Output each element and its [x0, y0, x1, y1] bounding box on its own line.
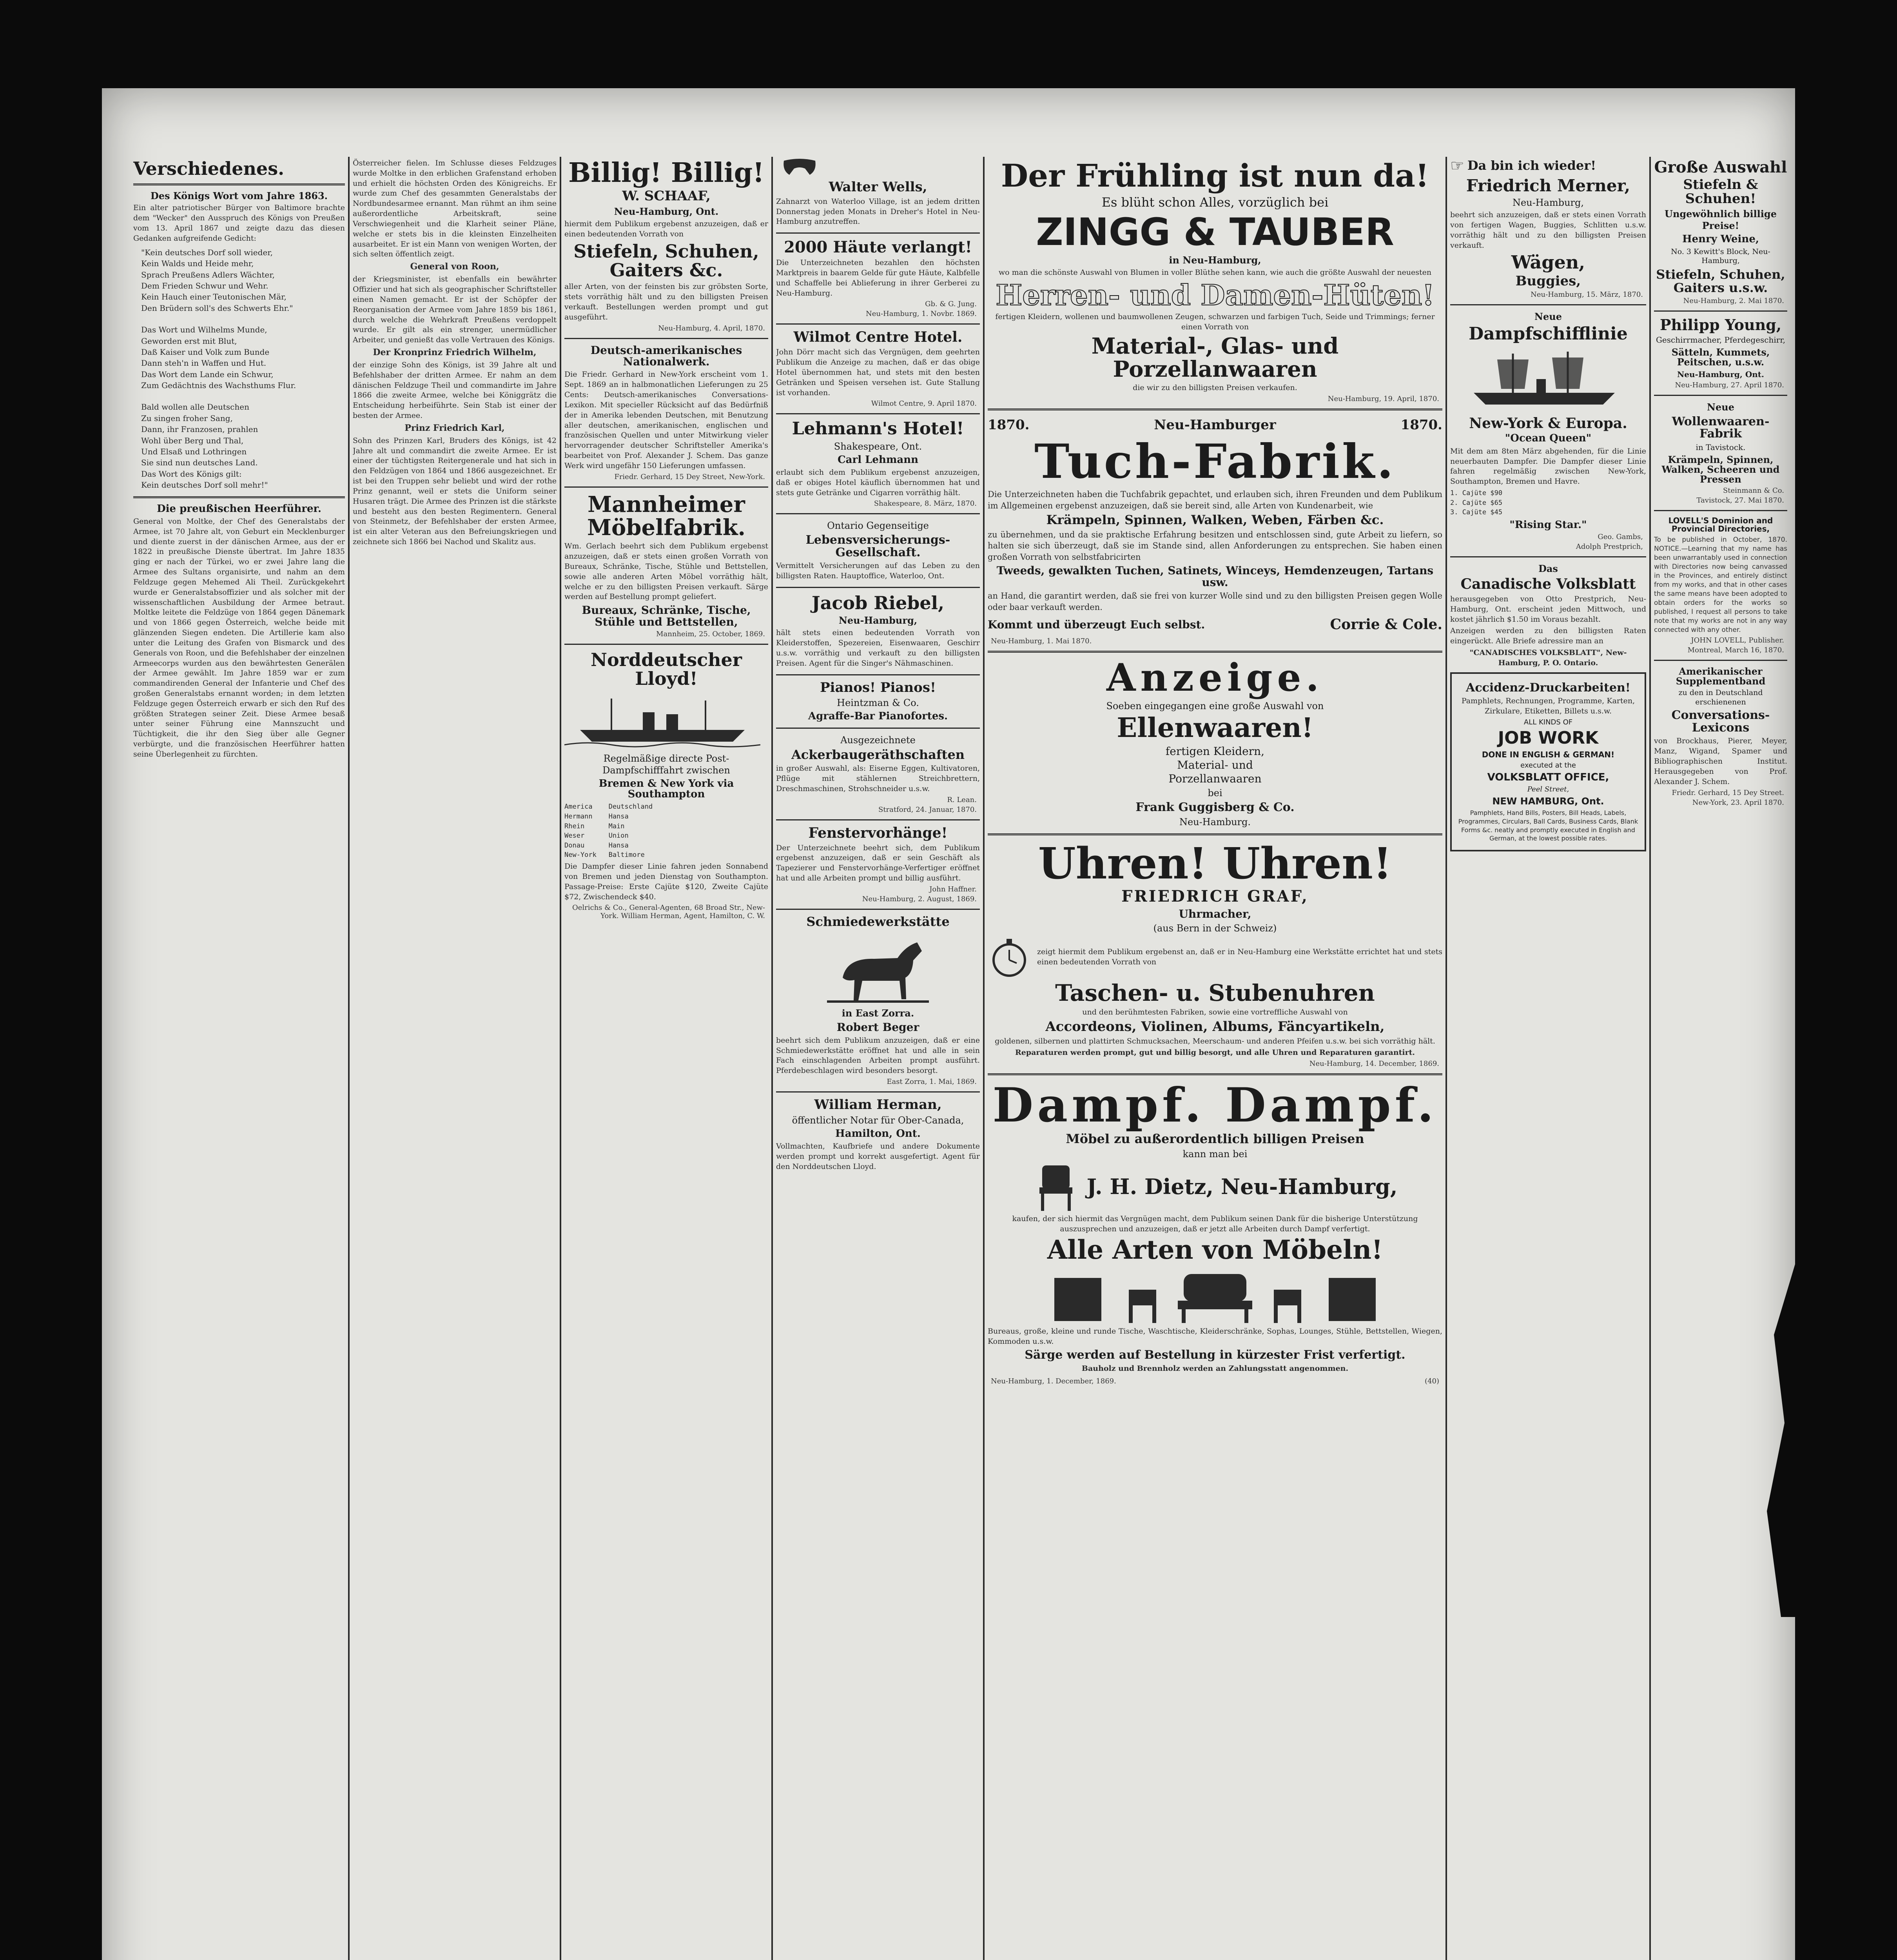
divider — [776, 413, 980, 414]
ad-date: Neu-Hamburg, 1. Novbr. 1869. — [865, 310, 977, 318]
divider — [776, 513, 980, 514]
poem-line: Das Wort dem Lande ein Schwur, — [141, 369, 274, 379]
ad-signature: John Haffner. — [929, 885, 977, 893]
ad-pretitle: Neue — [1707, 401, 1734, 413]
article-body: der Kriegsminister, ist ebenfalls ein bewährter Offizier und hat sich als geographischer Schriftsteller einen Namen gemacht. Er ist der Schöpfer der Reorganisation der Armee vom Jahre 1859 bis 1861, durch welche die Wehrkraft Preußens verdoppelt wurde. Er gilt als ein strenger, unermüdlicher Arbeiter, und genießt das volle Vertrauen des Königs. — [353, 275, 557, 345]
article-subhead: Prinz Friedrich Karl, — [404, 423, 505, 433]
ad-watch-row — [988, 936, 1442, 979]
poem-line — [141, 391, 337, 401]
ad-goods: Accordeons, Violinen, Albums, Fäncyartikeln, — [1045, 1018, 1385, 1034]
ad-note: Särge werden auf Bestellung in kürzester Frist verfertigt. — [1025, 1348, 1406, 1362]
ad-goods: Stiefeln, Schuhen, Gaiters u.s.w. — [1656, 267, 1785, 295]
divider — [564, 338, 768, 339]
newspaper-page — [102, 88, 1795, 1960]
ad-body: von Brockhaus, Pierer, Meyer, Manz, Wigand, Spamer und Bibliographischen Institut. Herausgegeben von Prof. Alexander J. Schem. — [1654, 737, 1787, 786]
poem-line: Und Elsaß und Lothringen — [141, 447, 247, 457]
ad-body: wo man die schönste Auswahl von Blumen in voller Blüthe sehen kann, wie auch die größte Auswahl der neuesten — [998, 268, 1432, 277]
column-article-continued — [353, 157, 557, 1960]
divider — [776, 674, 980, 675]
ad-address: "CANADISCHES VOLKSBLATT", New-Hamburg, P. O. Ontario. — [1469, 648, 1627, 667]
ad-title: Wollenwaaren-Fabrik — [1672, 414, 1770, 441]
article-title: Die preußischen Heerführer. — [157, 503, 321, 515]
divider — [776, 232, 980, 234]
poem-line: Daß Kaiser und Volk zum Bunde — [141, 347, 270, 357]
poem-line — [141, 314, 337, 324]
divider — [1654, 510, 1787, 511]
ad-place: Neu-Hamburger — [1154, 417, 1276, 433]
ad-route: Bremen & New York via Southampton — [598, 777, 734, 800]
ad-body: Bureaus, große, kleine und runde Tische, Waschtische, Kleiderschränke, Sophas, Lounges, Stühle, Bettstellen, Wiegen, Kommoden u.s.w. — [988, 1327, 1442, 1346]
ad-subtitle: öffentlicher Notar für Ober-Canada, — [792, 1114, 964, 1126]
ad-pretitle: Ontario Gegenseitige — [827, 520, 929, 532]
column-ads-wide — [988, 157, 1442, 1960]
article-body: Sohn des Prinzen Karl, Bruders des Königs, ist 42 Jahre alt und commandirt die zweite Armee. Er ist einer der tüchtigsten Reitergenerale und hat sich in den Feldzügen von 1864 und 1866 ausgezeichnet. Er ist bei den Truppen sehr beliebt und wird der rothe Prinz genannt, weil er stets die Uniform seiner Husaren trägt. Die Armee des Prinzen ist die stärkste und besteht aus den besten Regimentern. General von Steinmetz, der Befehlshaber der ersten Armee, ist ein alter Veteran aus den Befreiungskriegen und zeichnete sich 1866 bei Nachod und Skalitz aus. — [353, 436, 557, 546]
ad-place: Neu-Hamburg, — [838, 615, 918, 626]
ad-goods: Stiefeln & Schuhen! — [1683, 177, 1758, 207]
pocket-watch-icon — [988, 936, 1031, 979]
ad-signature: JOHN LOVELL, Publisher. — [1691, 636, 1784, 644]
ad-title: Norddeutscher Lloyd! — [590, 649, 742, 690]
ad-body: goldenen, silbernen und plattirten Schmucksachen, Meerschaum- und anderen Pfeifen u.s.w. bei sich vorräthig hält. — [995, 1036, 1435, 1045]
poem-line: Zu singen froher Sang, — [141, 413, 233, 423]
ad-date: Wilmot Centre, 9. April 1870. — [871, 399, 977, 408]
ad-signature: Friedr. Gerhard, 15 Dey Street. — [1672, 788, 1784, 797]
ad-title: Der Frühling ist nun da! — [1001, 157, 1429, 194]
ad-title: Uhren! Uhren! — [1038, 838, 1392, 889]
ship-list: America Deutschland Hermann Hansa Rhein Main Weser Union Donau Hansa New-York Baltimore — [564, 803, 653, 859]
column-ads-4 — [776, 157, 980, 1960]
ad-place: Neu-Hamburg, Ont. — [1677, 369, 1764, 379]
ad-name: Henry Weine, — [1682, 233, 1759, 245]
ad-body: in großer Auswahl, als: Eiserne Eggen, Kultivatoren, Pflüge mit stählernen Streichbrettern, Dreschmaschinen, Strohschneider u.s.w. — [776, 764, 980, 793]
job-work-office: VOLKSBLATT OFFICE, — [1487, 771, 1609, 784]
column-rule — [771, 157, 773, 1960]
divider — [776, 587, 980, 588]
divider — [776, 323, 980, 325]
divider — [988, 651, 1442, 653]
ad-title: 2000 Häute verlangt! — [784, 238, 972, 257]
ad-subtitle: Möbel zu außerordentlich billigen Preisen — [1066, 1131, 1364, 1147]
ad-title: Schmiedewerkstätte — [806, 914, 950, 929]
divider — [776, 728, 980, 729]
ad-title: Deutsch-amerikanisches Nationalwerk. — [590, 343, 742, 368]
ad-signature: Friedr. Gerhard, 15 Dey Street, New-York. — [614, 472, 765, 481]
ad-date: Stratford, 24. Januar, 1870. — [878, 805, 977, 814]
ad-title: Jacob Riebel, — [811, 592, 945, 614]
poem-line: Den Brüdern soll's des Schwerts Ehr." — [141, 303, 293, 313]
ad-signature: Oelrichs & Co., General-Agenten, 68 Broad Str., New-York. William Herman, Agent, Hamilton, C. W. — [572, 904, 765, 920]
ad-body: Wm. Gerlach beehrt sich dem Publikum ergebenst anzuzeigen, daß er stets einen großen Vorrath von Bureaux, Schränke, Tische, Stühle und Bettstellen, sowie alle anderen Arten Möbel vorräthig hält, welche er zu den billigsten Preisen verkauft. Särge werden auf Bestellung prompt geliefert. — [564, 542, 768, 601]
article-body: Österreicher fielen. Im Schlusse dieses Feldzuges wurde Moltke in den erblichen Grafenstand erhoben und erhielt die höchsten Orden des Königreichs. Er wurde zum Chef des gesammten Generalstabs der Nordbundesarmee ernannt. Man rühmt an ihm seine außerordentliche Arbeitskraft, seine Verschwiegenheit und die Klarheit seiner Pläne, welche er stets bis in die kleinsten Einzelheiten ausarbeitet. Er ist ein Mann von wenigen Worten, der sich selten öffentlich zeigt. — [353, 159, 557, 259]
article-body: General von Moltke, der Chef des Generalstabs der Armee, ist 70 Jahre alt, von Geburt ein Mecklenburger und diente zuerst in der dänischen Armee, aus der er 1822 in preußische Dienste übertrat. Im Jahre 1835 ging er nach der Türkei, wo er zwei Jahre lang die Armee des Sultans organisirte, und nahm an dem Feldzuge gegen Mehemed Ali Theil. Zurückgekehrt wurde er Generalstabsoffizier und als solcher mit der wissenschaftlichen Ausbildung der Armee betraut. Moltke leitete die Feldzüge von 1864 gegen Dänemark und von 1866 gegen Österreich, welche beide mit glänzenden Siegen endeten. Die Artillerie kam also unter die Leitung des Grafen von Bismarck und des Generals von Roon, und die Befehlshaber der einzelnen Armeecorps wurden aus den bewährtesten Generälen der Armee gewählt. Im Jahre 1859 war er zum commandirenden General der Infanterie und Chef des großen Generalstabs ernannt worden; in dem letzten Feldzuge gegen Österreich erwarb er sich den Ruf des größten Strategen seiner Zeit. Diese Armee besaß unter seiner Führung eine Mannszucht und Tüchtigkeit, die ihr den Sieg über alle Gegner verbürgte, und die französischen Heerführer hatten seine Überlegenheit zu fürchten. — [133, 517, 345, 759]
ad-text: hiermit dem Publikum ergebenst anzuzeigen, daß er einen bedeutenden Vorrath von — [564, 220, 768, 238]
ad-goods: Ellenwaaren! — [1117, 712, 1313, 744]
ad-body: John Dörr macht sich das Vergnügen, dem geehrten Publikum die Anzeige zu machen, daß er das obige Hotel übernommen hat, und stets mit den besten Getränken und Speisen versehen ist. Gute Stallung ist vorhanden. — [776, 348, 980, 397]
price-list: 1. Cajüte $90 2. Cajüte $65 3. Cajüte $45 — [1450, 489, 1503, 517]
column-verschiedenes — [133, 157, 345, 1960]
divider — [1654, 395, 1787, 396]
column-rule — [1649, 157, 1651, 1960]
ad-title: Tuch-Fabrik. — [1034, 434, 1396, 489]
divider — [988, 1073, 1442, 1075]
ad-date: Neu-Hamburg, 1. Mai 1870. — [991, 637, 1092, 645]
column-rule — [983, 157, 985, 1960]
ad-list: Pamphlets, Rechnungen, Programme, Karten, Zirkulare, Etiketten, Billets u.s.w. — [1461, 697, 1635, 716]
ad-title: Ackerbaugeräthschaften — [791, 747, 965, 762]
job-work-line: Peel Street, — [1527, 785, 1569, 794]
divider — [776, 1091, 980, 1093]
ad-signature: Adolph Prestprich, — [1576, 543, 1643, 551]
ad-date: Shakespeare, 8. März, 1870. — [874, 499, 977, 508]
horse-icon — [819, 931, 937, 1005]
article-body: der einzige Sohn des Königs, ist 39 Jahre alt und Befehlshaber der dritten Armee. Er nahm an dem dänischen Feldzuge Theil und commandirte im Jahre 1866 die zweite Armee, welche bei Königgrätz die Entscheidung herbeiführte. Sein Stab ist einer der besten der Armee. — [353, 360, 557, 420]
ad-ship: "Rising Star." — [1509, 519, 1587, 531]
ad-pretitle: Ausgezeichnete — [840, 734, 916, 746]
ad-date: Neu-Hamburg, 2. Mai 1870. — [1683, 297, 1784, 305]
ad-title: Pianos! Pianos! — [820, 679, 936, 695]
ad-note: Reparaturen werden prompt, gut und billig besorgt, und alle Uhren und Reparaturen garantirt. — [1015, 1048, 1415, 1057]
ad-body: Zahnarzt von Waterloo Village, ist an jedem dritten Donnerstag jeden Monats in Dreher's Hotel in Neu-Hamburg anzutreffen. — [776, 197, 980, 226]
ad-subtitle: Ungewöhnlich billige Preise! — [1665, 208, 1777, 232]
steamship-icon — [564, 691, 760, 750]
ad-place: No. 3 Kewitt's Block, Neu-Hamburg, — [1671, 247, 1770, 265]
sailing-ship-icon — [1450, 346, 1638, 412]
job-work-place: NEW HAMBURG, Ont. — [1492, 795, 1604, 807]
ad-title: Accidenz-Druckarbeiten! — [1466, 681, 1630, 695]
divider — [776, 909, 980, 910]
ad-place: Neu-Hamburg, Ont. — [614, 206, 719, 218]
pointing-hand-icon: ☞ — [1450, 157, 1464, 175]
ad-title: Lehmann's Hotel! — [792, 419, 964, 439]
divider — [1450, 556, 1646, 557]
ad-title-row — [1450, 157, 1646, 175]
ad-body: Die Dampfer dieser Linie fahren jeden Sonnabend von Bremen und jeden Dienstag von Southampton. Passage-Preise: Erste Cajüte $120, Zweite Cajüte $72, Zwischendeck $40. — [564, 862, 768, 901]
ad-date: Mannheim, 25. October, 1869. — [656, 630, 765, 639]
ad-body: beehrt sich anzuzeigen, daß er stets einen Vorrath von fertigen Wagen, Buggies, Schlitten u.s.w. vorräthig hält und zu den billigsten Preisen verkauft. — [1450, 211, 1646, 250]
poem-line: Dann steh'n in Waffen und Hut. — [141, 358, 267, 368]
ad-goods: Sätteln, Kummets, Peitschen, u.s.w. — [1671, 347, 1770, 368]
section-title: Verschiedenes. — [133, 158, 285, 179]
ad-title: Anzeige. — [1106, 655, 1324, 700]
ad-date: Neu-Hamburg, 4. April, 1870. — [658, 324, 765, 332]
ad-goods: Agraffe-Bar Pianofortes. — [808, 710, 948, 722]
divider — [1450, 304, 1646, 305]
ad-place: Neu-Hamburg. — [1179, 816, 1251, 828]
ad-trade: Uhrmacher, — [1179, 907, 1251, 921]
ad-date: Tavistock, 27. Mai 1870. — [1696, 496, 1784, 505]
ad-ship: "Ocean Queen" — [1505, 432, 1592, 445]
ad-title: Mannheimer Möbelfabrik. — [587, 491, 745, 541]
divider — [776, 819, 980, 820]
divider — [133, 496, 345, 498]
poem-line: Wohl über Berg und Thal, — [141, 436, 244, 445]
ad-signature: R. Lean. — [947, 795, 977, 804]
ad-signature: Steinmann & Co. — [1723, 486, 1784, 495]
ad-date: Neu-Hamburg, 14. December, 1869. — [1309, 1060, 1439, 1068]
poem-line: Kein deutsches Dorf soll mehr!" — [141, 480, 268, 490]
ad-body: Der Unterzeichnete beehrt sich, dem Publikum ergebenst anzuzeigen, daß er sein Geschäft als Tapezierer und Fenstervorhänge-Verfertiger eröffnet hat und alle Arbeiten prompt und billig ausführt. — [776, 843, 980, 882]
divider — [564, 486, 768, 488]
poem-line: Das Wort und Wilhelms Munde, — [141, 325, 267, 335]
ad-owner: Carl Lehmann — [837, 454, 919, 466]
ad-body: die wir zu den billigsten Preisen verkaufen. — [1133, 383, 1297, 392]
ad-subtitle: Soeben eingegangen eine große Auswahl von — [1106, 700, 1324, 711]
ad-title: Amerikanischer Supplementband — [1676, 665, 1766, 687]
ad-title: LOVELL'S Dominion and Provincial Directories, — [1668, 516, 1773, 534]
ad-body: fertigen Kleidern, wollenen und baumwollenen Zeugen, schwarzen und farbigen Tuch, Seide und Trimmings; ferner einen Vorrath von — [995, 312, 1435, 332]
ad-title: Billig! Billig! — [568, 157, 765, 189]
job-work-body: Pamphlets, Hand Bills, Posters, Bill Heads, Labels, Programmes, Circulars, Ball Cards, Business Cards, Blank Forms &c. neatly and promptly executed in English and German, at the lowest possible rates. — [1458, 809, 1638, 842]
ad-goods: Conversations-Lexicons — [1671, 708, 1770, 735]
ad-date: Neu-Hamburg, 15. März, 1870. — [1531, 290, 1643, 299]
job-work-line: DONE IN ENGLISH & GERMAN! — [1482, 750, 1615, 759]
ad-body: Vermittelt Versicherungen auf das Leben zu den billigsten Raten. Hauptoffice, Waterloo, Ont. — [776, 561, 980, 581]
ad-place: in Neu-Hamburg, — [1169, 254, 1261, 266]
poem — [141, 247, 337, 491]
ad-name: FRIEDRICH GRAF, — [1121, 887, 1309, 906]
article-subhead: General von Roon, — [410, 261, 499, 272]
poem-line: Zum Gedächtnis des Wachsthums Flur. — [141, 381, 296, 390]
ad-body: Mit dem am 8ten März abgehenden, für die Linie neuerbauten Dampfer. Die Dampfer dieser Linie fahren regelmäßig zwischen New-York, Southampton, Bremen und Havre. — [1450, 446, 1646, 486]
ad-body: kaufen, der sich hiermit das Vergnügen macht, dem Publikum seinen Dank für die bisherige Unterstützung auszusprechen und anzuzeigen, daß er jetzt alle Arbeiten durch Dampf verfertigt. — [1012, 1214, 1418, 1233]
ad-body: Die Unterzeichneten bezahlen den höchsten Marktpreis in baarem Gelde für gute Häute, Kalbfelle und Schaffelle bei Ablieferung in ihrer Gerberei zu Neu-Hamburg. — [776, 258, 980, 298]
ad-place: in Tavistock. — [1696, 442, 1746, 452]
ad-signature: Geo. Gambs, — [1598, 533, 1643, 541]
ad-name: W. SCHAAF, — [622, 188, 711, 204]
ad-title: Philipp Young, — [1659, 316, 1782, 334]
ad-pretitle: bei — [1208, 788, 1222, 799]
ad-place: Shakespeare, Ont. — [834, 441, 922, 452]
ad-goods: Buggies, — [1515, 273, 1581, 289]
ad-footer-row — [988, 615, 1442, 635]
ad-name: ZINGG & TAUBER — [1036, 210, 1394, 254]
ad-goods: Alle Arten von Möbeln! — [1047, 1234, 1383, 1265]
ad-title: Walter Wells, — [829, 179, 927, 195]
ad-signature: Frank Guggisberg & Co. — [1135, 800, 1295, 815]
ad-footer-row — [988, 1376, 1442, 1387]
poem-line: Kein Walds und Heide mehr, — [141, 259, 254, 269]
poem-line: Geworden erst mit Blut, — [141, 336, 237, 346]
poem-line: Das Wort des Königs gilt: — [141, 469, 242, 479]
ad-body: hält stets einen bedeutenden Vorrath von Kleiderstoffen, Spezereien, Eisenwaaren, Geschirr u.s.w. vorräthig und verkauft zu den billigsten Preisen. Agent für die Singer's Nähmaschinen. — [776, 628, 980, 668]
chair-icon — [1032, 1161, 1079, 1212]
ad-date: Montreal, March 16, 1870. — [1687, 646, 1784, 654]
ad-body: To be published in October, 1870. NOTICE.—Learning that my name has been unwarrantably used in connection with Directories now being canvassed in the Provinces, and entirely distinct from my works, and that in other cases the same means have been adopted to obtain orders for the works so published, I request all persons to take note that my works are not in any way connected with any other. — [1654, 536, 1787, 634]
column-rule — [560, 157, 561, 1960]
ad-subtitle: Geschirrmacher, Pferdegeschirr, — [1656, 335, 1786, 345]
divider — [564, 644, 768, 645]
ad-body: herausgegeben von Otto Prestprich, Neu-Hamburg, Ont. erscheint jeden Mittwoch, und kostet jährlich $1.50 im Voraus bezahlt. — [1450, 595, 1646, 624]
ad-goods: Bureaux, Schränke, Tische, Stühle und Bettstellen, — [582, 604, 751, 628]
ad-date: Neu-Hamburg, 2. August, 1869. — [862, 895, 977, 903]
ad-title: William Herman, — [814, 1097, 942, 1113]
ad-header-row — [988, 416, 1442, 435]
ad-goods: Herren- und Damen-Hüten! — [996, 278, 1435, 312]
poem-line: Kein Hauch einer Teutonischen Mär, — [141, 292, 287, 302]
ad-origin: (aus Bern in der Schweiz) — [1153, 923, 1277, 934]
ad-date: New-York, 23. April 1870. — [1692, 798, 1784, 807]
ad-goods-list: fertigen Kleidern, Material- und Porzellanwaaren — [1165, 745, 1265, 786]
ad-body: erlaubt sich dem Publikum ergebenst anzuzeigen, daß er obiges Hotel käuflich übernommen hat und stets gute Getränke und Cigarren vorräthig hält. — [776, 468, 980, 497]
ad-subtitle: zu den in Deutschland erschienenen — [1678, 688, 1763, 706]
ad-body: und den berühmtesten Fabriken, sowie eine vortreffliche Auswahl von — [1082, 1008, 1348, 1017]
ad-place: Neu-Hamburg, — [1512, 197, 1584, 209]
ad-body: an Hand, die garantirt werden, daß sie frei von kurzer Wolle sind und zu den billigsten Preisen gegen Wolle oder baar verkauft werden. — [988, 591, 1442, 612]
ad-name-row — [988, 1161, 1442, 1212]
ad-owner: Robert Beger — [836, 1021, 919, 1034]
ad-title: Große Auswahl — [1654, 158, 1787, 176]
ad-subtitle: Regelmäßige directe Post-Dampfschifffahrt zwischen — [602, 753, 730, 776]
furniture-icon — [999, 1266, 1431, 1325]
divider — [988, 408, 1442, 410]
ad-subtitle: Es blüht schon Alles, vorzüglich bei — [1101, 195, 1329, 210]
poem-title: Des Königs Wort vom Jahre 1863. — [150, 190, 328, 202]
job-work-line: ALL KINDS OF — [1523, 718, 1573, 726]
ad-note: Bauholz und Brennholz werden an Zahlungsstatt angenommen. — [1081, 1364, 1349, 1373]
ad-goods: Wägen, — [1511, 252, 1585, 273]
ad-date: East Zorra, 1. Mai, 1869. — [887, 1078, 977, 1086]
poem-line: Sie sind nun deutsches Land. — [141, 458, 258, 468]
divider — [988, 833, 1442, 835]
column-rule — [1445, 157, 1447, 1960]
ad-date: Neu-Hamburg, 1. December, 1869. — [991, 1377, 1116, 1385]
ad-title: Wilmot Centre Hotel. — [793, 329, 963, 346]
divider — [133, 183, 345, 185]
year-left: 1870. — [988, 417, 1030, 433]
ad-number: (40) — [1425, 1377, 1439, 1385]
ad-body: beehrt sich dem Publikum anzuzeigen, daß er eine Schmiedewerkstätte eröffnet hat und alle in sein Fach einschlagenden Arbeiten prompt ausführt. Pferdebeschlagen wird besonders besorgt. — [776, 1036, 980, 1075]
ad-goods: Stiefeln, Schuhen, Gaiters &c. — [573, 240, 759, 281]
column-ads-3 — [564, 157, 768, 1960]
poem-line: Dem Frieden Schwur und Wehr. — [141, 281, 268, 290]
ad-slogan: Kommt und überzeugt Euch selbst. — [988, 618, 1205, 632]
job-work-line: executed at the — [1520, 761, 1576, 769]
ad-signature: Gb. & G. Jung. — [925, 300, 977, 309]
ad-body: Die Unterzeichneten haben die Tuchfabrik gepachtet, und erlauben sich, ihren Freunden und dem Publikum im Allgemeinen ergebenst anzuzeigen, daß sie bereit sind, alle Arten von Kundenarbeit, wie — [988, 489, 1442, 510]
year-right: 1870. — [1400, 417, 1442, 433]
poem-line: "Kein deutsches Dorf soll wieder, — [141, 247, 273, 257]
ad-goods: Tweeds, gewalkten Tuchen, Satinets, Winceys, Hemdenzeugen, Tartans usw. — [996, 564, 1434, 589]
ad-title: Dampf. Dampf. — [992, 1078, 1438, 1133]
ad-body: Anzeigen werden zu den billigsten Raten eingerückt. Alle Briefe adressire man an — [1450, 626, 1646, 646]
poem-line: Dann, ihr Franzosen, prahlen — [141, 425, 258, 434]
ad-signature: Corrie & Cole. — [1330, 616, 1442, 633]
poem-line: Bald wollen alle Deutschen — [141, 402, 249, 412]
ad-title: Da bin ich wieder! — [1467, 158, 1596, 173]
article-subhead: Der Kronprinz Friedrich Wilhelm, — [373, 347, 537, 358]
tooth-icon — [776, 157, 823, 176]
ad-name: J. H. Dietz, Neu-Hamburg, — [1086, 1174, 1398, 1200]
ad-goods: Material-, Glas- und Porzellanwaaren — [1091, 333, 1339, 382]
ad-name: Friedrich Merner, — [1466, 176, 1630, 195]
ad-route: New-York & Europa. — [1469, 415, 1627, 432]
poem-intro: Ein alter patriotischer Bürger von Baltimore brachte dem "Wecker" den Ausspruch des Königs von Preußen vom 13. April 1867 und zeigte dazu das diesen Gedanken aufgreifende Gedicht: — [133, 203, 345, 243]
ad-subtitle: Heintzman & Co. — [837, 697, 919, 709]
ad-place: in East Zorra. — [841, 1007, 914, 1019]
ad-pretitle: Das — [1538, 563, 1558, 575]
ad-body: Die Friedr. Gerhard in New-York erscheint vom 1. Sept. 1869 an in halbmonatlichen Lieferungen zu 25 Cents: Deutsch-amerikanisches Conversations-Lexikon. Mit specieller Rücksicht auf das Bedürfniß der in Amerika lebenden Deutschen, mit Benutzung aller deutschen, amerikanischen, englischen und französischen Quellen und unter Mitwirkung vieler hervorragender deutscher Schriftsteller Amerika's bearbeitet von Prof. Alexander J. Schem. Das ganze Werk wird ungefähr 150 Lieferungen umfassen. — [564, 370, 768, 470]
ad-pretitle: kann man bei — [1182, 1148, 1248, 1160]
ad-title: Dampfschifflinie — [1469, 324, 1628, 344]
ad-date: Neu-Hamburg, 27. April 1870. — [1675, 381, 1784, 389]
column-ads-6 — [1450, 157, 1646, 1960]
ad-date: Neu-Hamburg, 19. April, 1870. — [1328, 395, 1439, 403]
ad-goods: Krämpeln, Spinnen, Walken, Scheeren und Pressen — [1661, 454, 1780, 485]
poem-line: Sprach Preußens Adlers Wächter, — [141, 270, 275, 279]
ad-title: Lebensversicherungs-Gesellschaft. — [805, 533, 950, 559]
ad-body: Vollmachten, Kaufbriefe und andere Dokumente werden prompt und korrekt ausgefertigt. Agent für den Norddeutschen Lloyd. — [776, 1142, 980, 1171]
ad-body: aller Arten, von der feinsten bis zur gröbsten Sorte, stets vorräthig hält und zu den billigsten Preisen verkauft. Bestellungen werden prompt und gut ausgeführt. — [564, 282, 768, 321]
ad-goods: Krämpeln, Spinnen, Walken, Weben, Färben &c. — [1046, 512, 1384, 528]
divider — [1654, 660, 1787, 661]
column-ads-7 — [1654, 157, 1787, 1960]
ad-title: Fenstervorhänge! — [808, 824, 948, 841]
job-work-box — [1450, 672, 1646, 851]
ad-title: Canadische Volksblatt — [1460, 576, 1636, 593]
ad-body: zeigt hiermit dem Publikum ergebenst an, daß er in Neu-Hamburg eine Werkstätte errichtet hat und stets einen bedeutenden Vorrath von — [1037, 947, 1442, 967]
ad-place: Hamilton, Ont. — [835, 1127, 921, 1140]
ad-goods: Taschen- u. Stubenuhren — [1055, 980, 1375, 1007]
column-rule — [348, 157, 350, 1960]
divider — [1654, 310, 1787, 312]
ad-body: zu übernehmen, und da sie praktische Erfahrung besitzen und entschlossen sind, gute Arbeit zu liefern, so halten sie sich überzeugt, daß sie im Stande sind, allen Anforderungen zu entsprechen. Sie haben einen großen Vorrath von selbstfabricirten — [988, 530, 1442, 562]
job-work-heading: JOB WORK — [1498, 728, 1599, 748]
ad-pretitle: Neue — [1534, 311, 1562, 323]
